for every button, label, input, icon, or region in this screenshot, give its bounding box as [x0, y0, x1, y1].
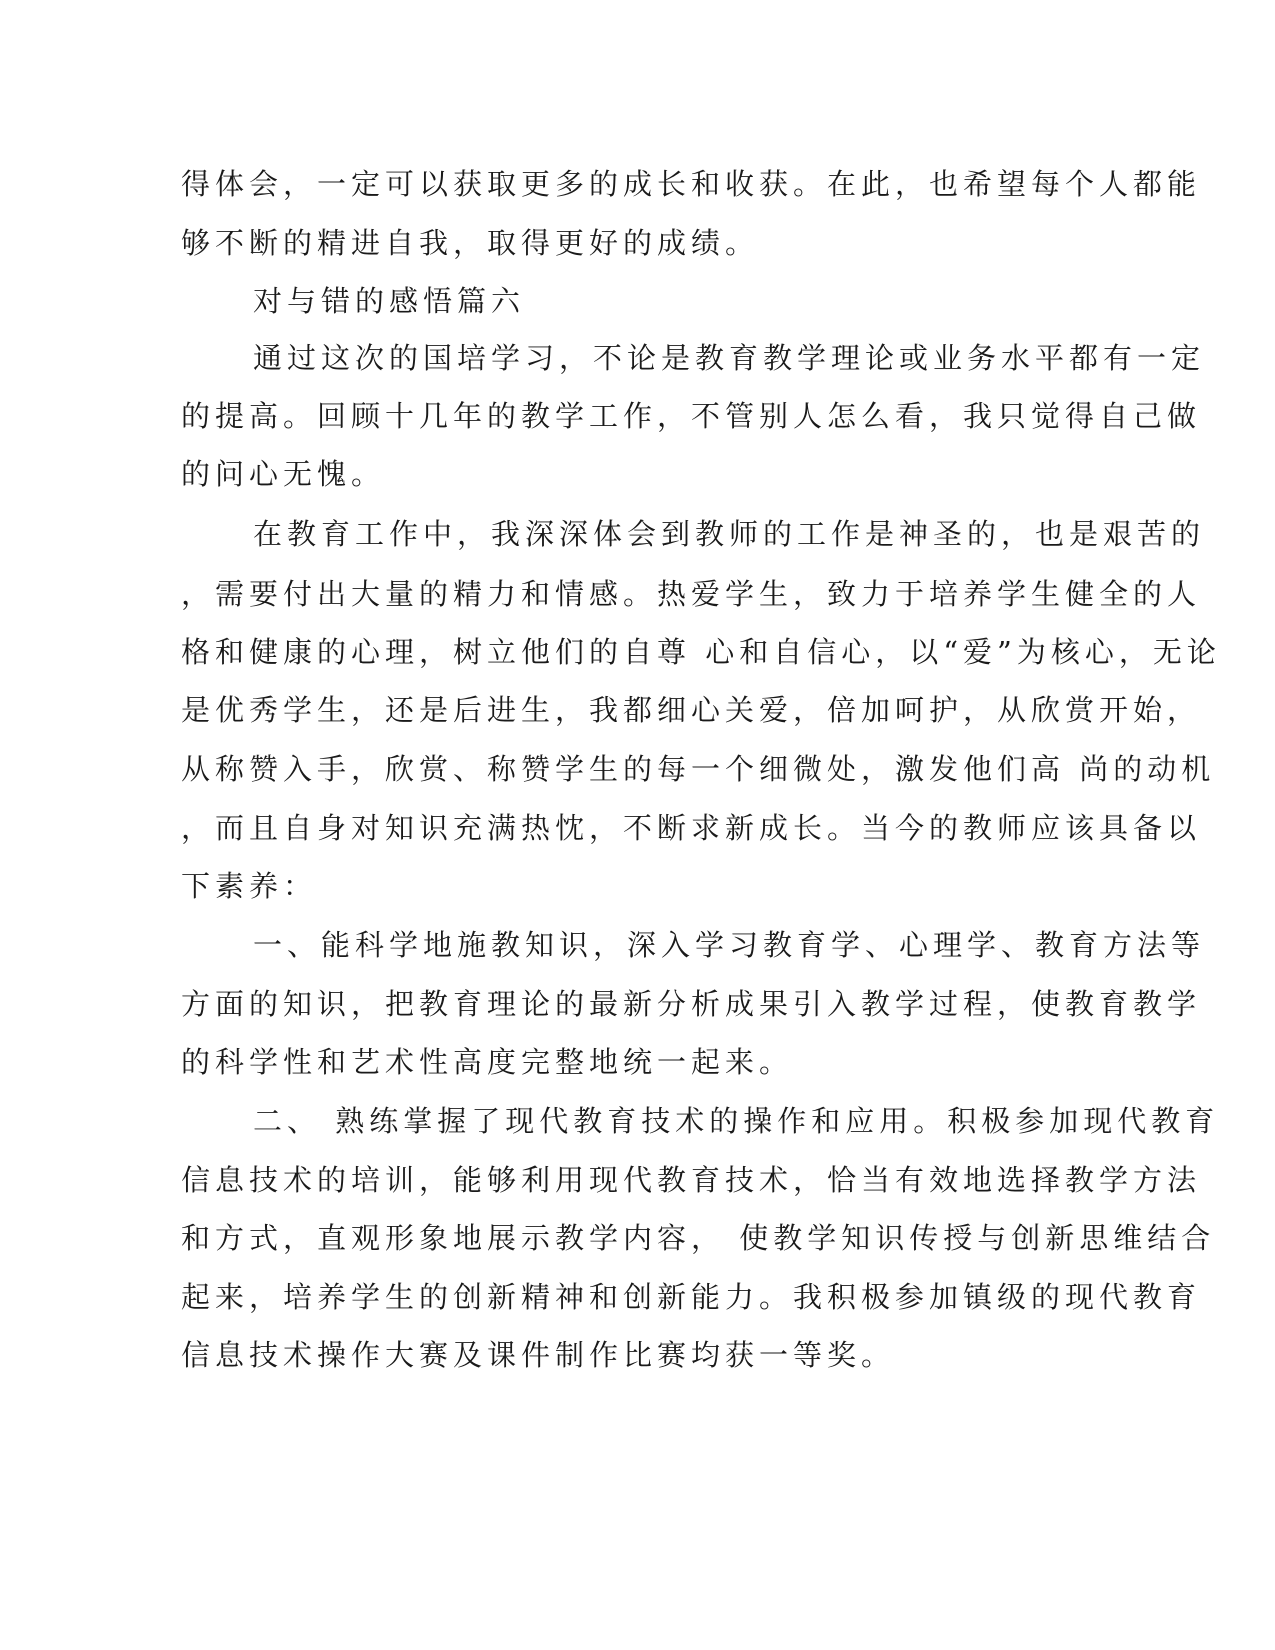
- paragraph-4-line-2: 方面的知识，把教育理论的最新分析成果引入教学过程，使教育教学: [181, 987, 1202, 1021]
- paragraph-5-line-4: 起来，培养学生的创新精神和创新能力。我积极参加镇级的现代教育: [181, 1280, 1202, 1314]
- paragraph-5-line-2: 信息技术的培训，能够利用现代教育技术，恰当有效地选择教学方法: [181, 1163, 1202, 1197]
- paragraph-3-line-4: 是优秀学生，还是后进生，我都细心关爱，倍加呵护，从欣赏开始，: [181, 693, 1202, 727]
- paragraph-3-line-5: 从称赞入手，欣赏、称赞学生的每一个细微处，激发他们高 尚的动机: [181, 752, 1216, 786]
- paragraph-1-line-2: 够不断的精进自我，取得更好的成绩。: [181, 226, 760, 260]
- paragraph-3-line-1: 在教育工作中，我深深体会到教师的工作是神圣的，也是艰苦的: [253, 517, 1206, 551]
- paragraph-4-line-1: 一、能科学地施教知识，深入学习教育学、心理学、教育方法等: [253, 928, 1206, 962]
- paragraph-3-line-3: 格和健康的心理，树立他们的自尊 心和自信心，以“爱”为核心，无论: [181, 635, 1221, 669]
- paragraph-5-line-1: 二、 熟练掌握了现代教育技术的操作和应用。积极参加现代教育: [253, 1104, 1220, 1138]
- paragraph-2-line-2: 的提高。回顾十几年的教学工作，不管别人怎么看，我只觉得自己做: [181, 399, 1202, 433]
- paragraph-2-line-3: 的问心无愧。: [181, 457, 386, 491]
- paragraph-1-line-1: 得体会，一定可以获取更多的成长和收获。在此，也希望每个人都能: [181, 167, 1202, 201]
- paragraph-4-line-3: 的科学性和艺术性高度完整地统一起来。: [181, 1045, 794, 1079]
- section-heading: 对与错的感悟篇六: [253, 284, 526, 318]
- paragraph-3-line-2: ，需要付出大量的精力和情感。热爱学生，致力于培养学生健全的人: [181, 577, 1202, 611]
- paragraph-3-line-7: 下素养：: [181, 869, 318, 903]
- paragraph-2-line-1: 通过这次的国培学习，不论是教育教学理论或业务水平都有一定: [253, 341, 1206, 375]
- paragraph-3-line-6: ，而且自身对知识充满热忱，不断求新成长。当今的教师应该具备以: [181, 811, 1202, 845]
- paragraph-5-line-3: 和方式，直观形象地展示教学内容， 使教学知识传授与创新思维结合: [181, 1221, 1216, 1255]
- paragraph-5-line-5: 信息技术操作大赛及课件制作比赛均获一等奖。: [181, 1338, 896, 1372]
